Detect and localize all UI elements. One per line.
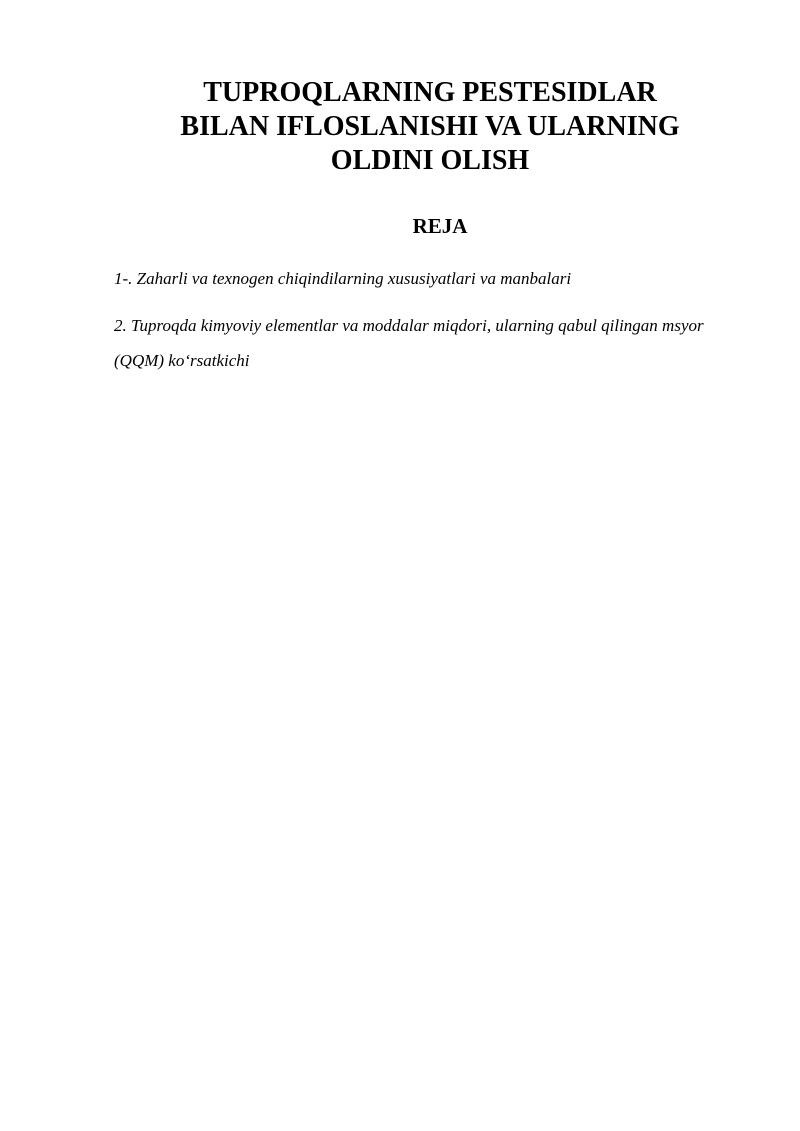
plan-item: 1-. Zaharli va texnogen chiqindilarning xususiyatlari va manbalari — [114, 269, 572, 288]
document-title — [130, 76, 730, 178]
title-line: BILAN IFLOSLANISHI VA ULARNING — [180, 111, 680, 142]
title-line: OLDINI OLISH — [330, 145, 530, 176]
title-line: TUPROQLARNING PESTESIDLAR — [203, 77, 657, 108]
plan-heading: REJA — [412, 214, 468, 238]
plan-item: 2. Tuproqda kimyoviy elementlar va moddalar miqdori, ularning qabul qilingan msyor (QQM) ko‘rsatkichi — [114, 316, 704, 370]
